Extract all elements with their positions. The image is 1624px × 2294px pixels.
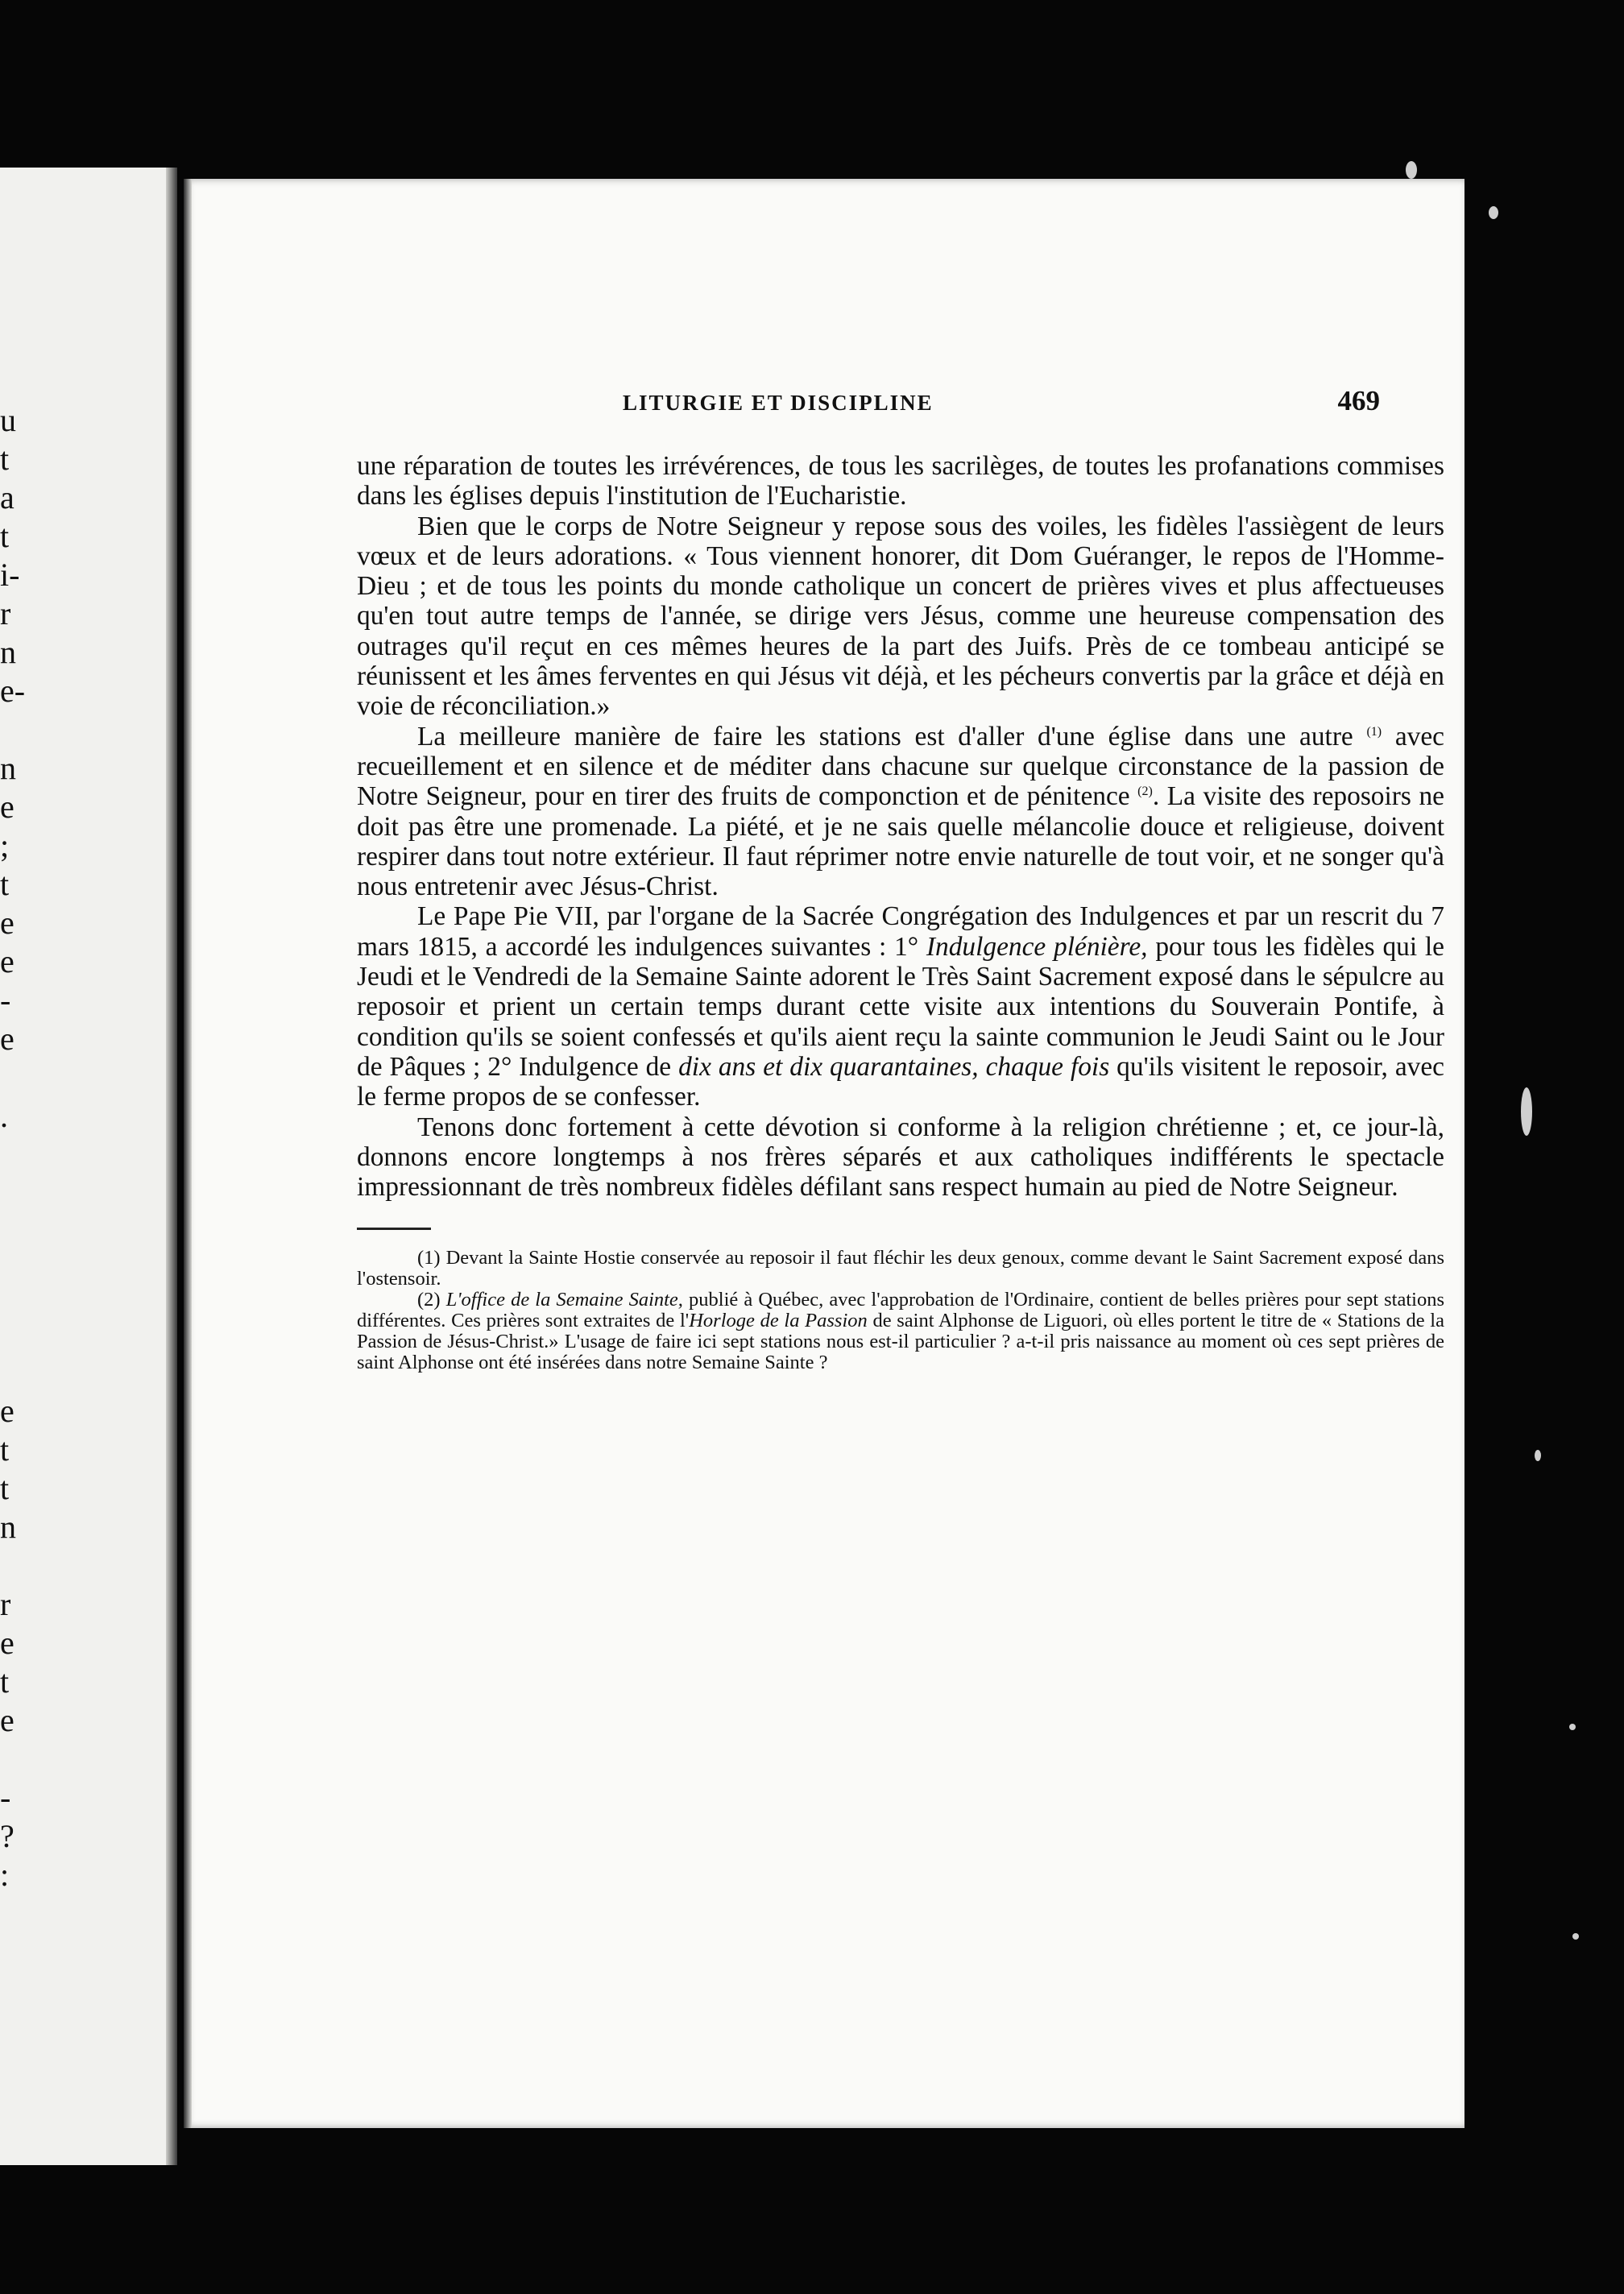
footnote-text: de saint Alphonse de Liguori, où elles portent le titre de « Stations de la Passion de Jésus-Christ.» L'usage de faire ici sept stations nous est-il particulier ? a-t-il pris naissance au moment où ces sept prières de saint Alphonse ont été insérées dans notre Semaine Sainte ?	[357, 1310, 1444, 1373]
footnote: (1) Devant la Sainte Hostie conservée au reposoir il faut fléchir les deux genoux, comme devant le Saint Sacrement exposé dans l'ostensoir.	[357, 1247, 1444, 1290]
paragraph: une réparation de toutes les irrévérences, de tous les sacrilèges, de toutes les profanations commises dans les églises depuis l'institution de l'Eucharistie.	[357, 451, 1444, 511]
edge-letter: r	[0, 1586, 11, 1622]
text-block	[357, 385, 1444, 1373]
paragraph: Bien que le corps de Notre Seigneur y repose sous des voiles, les fidèles l'assiègent de leurs vœux et de leurs adorations. « Tous viennent honorer, dit Dom Guéranger, le repos de l'Homme-Dieu ; et de tous les points du monde catholique un concert de prières vives et plus affectueuses qu'en tout autre temps de l'année, se dirige vers Jésus, comme une heureuse compensation des outrages qu'il reçut en ces mêmes heures de la part des Juifs. Près de ce tombeau anticipé se réunissent et les âmes ferventes en qui Jésus vit déjà, et les pécheurs convertis par la grâce et déjà en voie de réconciliation.»	[357, 511, 1444, 722]
italic-text: Indulgence plénière,	[926, 931, 1148, 962]
footnote-rule	[357, 1228, 431, 1230]
book-page	[184, 179, 1464, 2128]
edge-letter: :	[0, 1857, 10, 1893]
edge-letter: ;	[0, 827, 10, 863]
edge-letter: e	[0, 905, 14, 941]
paragraph: Tenons donc fortement à cette dévotion si conforme à la religion chrétienne ; et, ce jour-là, donnons encore longtemps à nos frères séparés et aux catholiques indifférents le spectacle impressionnant de très nombreux fidèles défilant sans respect humain au pied de Notre Seigneur.	[357, 1112, 1444, 1203]
edge-letter: e	[0, 1393, 14, 1429]
edge-letter	[0, 1174, 24, 1213]
footnote-text: publié à Québec, avec l'approbation de l'Ordinaire, contient de belles prières pour sept stations différentes. Ces prières sont extraites de l'	[357, 1289, 1444, 1332]
scan-speck	[1535, 1450, 1541, 1461]
left-page-edge-letters-upper	[0, 401, 24, 1290]
paragraph-text: La meilleure manière de faire les stations est d'aller d'une église dans une autre	[417, 721, 1353, 752]
edge-letter: t	[0, 1663, 10, 1700]
edge-letter: n	[0, 750, 16, 786]
edge-letter	[0, 1252, 24, 1290]
edge-letter: e	[0, 943, 14, 979]
paragraph-text: qu'ils visitent le reposoir, avec le ferme propos de se confesser.	[357, 1051, 1445, 1112]
scan-speck	[1406, 161, 1417, 179]
edge-letter: e	[0, 789, 14, 825]
edge-letter: e	[0, 1625, 14, 1661]
footnotes	[357, 1248, 1444, 1373]
edge-letter: n	[0, 634, 16, 670]
paragraph-text: pour tous les fidèles qui le Jeudi et le Vendredi de la Semaine Sainte adorent le Très Saint Sacrement exposé dans le sépulcre au reposoir et prient un certain temps durant cette visite aux intentions du Souverain Pontife, à condition qu'ils se soient confessés et qu'ils aient reçu la sainte communion le Jeudi Saint ou le Jour de Pâques ; 2° Indulgence de	[357, 931, 1444, 1082]
edge-letter: a	[0, 479, 14, 516]
footnote-number: (2)	[417, 1289, 441, 1311]
paragraph-text: . La visite des reposoirs ne doit pas être une promenade. La piété, et je ne sais quelle mélancolie douce et religieuse, doivent respirer dans tout notre extérieur. Il faut réprimer notre envie naturelle de tout voir, et ne songer qu'à nous entretenir avec Jésus-Christ.	[357, 781, 1444, 902]
scan-speck	[1572, 1933, 1579, 1940]
left-page-edge-letters-lower	[0, 1392, 24, 1894]
paragraph-text: avec recueillement et en silence et de méditer dans chacune sur quelque circonstance de la passion de Notre Seigneur, pour en tirer des fruits de componction et de pénitence	[357, 721, 1444, 812]
edge-letter	[0, 1547, 24, 1585]
book-spine-shadow	[166, 168, 177, 2165]
edge-letter: e	[0, 1702, 14, 1738]
edge-letter: -	[0, 1779, 11, 1816]
edge-letter: -	[0, 982, 11, 1018]
edge-letter: .	[0, 1098, 8, 1134]
edge-letter: e	[0, 1021, 14, 1057]
edge-letter	[0, 1213, 24, 1252]
italic-text: dix ans et dix quarantaines, chaque fois	[678, 1051, 1110, 1082]
footnote-reference: (1)	[1366, 724, 1382, 739]
page-number: 469	[1337, 385, 1380, 416]
scan-speck	[1569, 1724, 1576, 1730]
left-page-edge	[0, 168, 177, 2165]
edge-letter	[0, 1058, 24, 1097]
edge-letter: n	[0, 1509, 16, 1545]
edge-letter: r	[0, 595, 11, 631]
italic-text: L'office de la Semaine Sainte,	[445, 1289, 683, 1311]
paragraph	[357, 901, 1444, 1112]
footnote-reference: (2)	[1137, 785, 1153, 799]
scan-speck	[1489, 206, 1498, 219]
page-gutter-shadow	[184, 179, 192, 2128]
edge-letter: t	[0, 1431, 10, 1468]
edge-letter: ?	[0, 1818, 14, 1854]
paragraph	[357, 722, 1444, 902]
edge-letter: t	[0, 1470, 10, 1506]
edge-letter	[0, 1740, 24, 1778]
running-head	[357, 385, 1444, 441]
footnote	[357, 1290, 1444, 1373]
edge-letter: t	[0, 441, 10, 477]
edge-letter: t	[0, 518, 10, 554]
edge-letter: e-	[0, 673, 26, 709]
edge-letter	[0, 1136, 24, 1174]
edge-letter: t	[0, 866, 10, 902]
italic-text: Horloge de la Passion	[689, 1310, 868, 1332]
edge-letter: u	[0, 402, 16, 438]
running-head-title: LITURGIE ET DISCIPLINE	[623, 391, 934, 415]
edge-letter	[0, 710, 24, 749]
scan-speck	[1521, 1087, 1532, 1136]
paragraph-text: Le Pape Pie VII, par l'organe de la Sacrée Congrégation des Indulgences et par un rescrit du 7 mars 1815, a accordé les indulgences suivantes : 1°	[357, 901, 1444, 962]
edge-letter: i-	[0, 557, 20, 593]
body-text	[357, 451, 1444, 1202]
